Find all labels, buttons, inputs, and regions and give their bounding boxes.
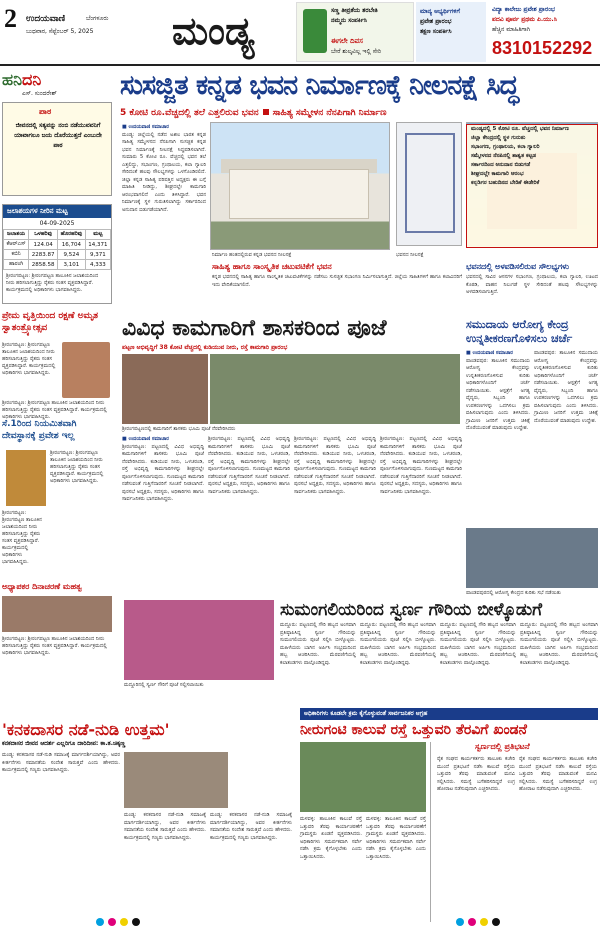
key-point: ಜಿಲ್ಲಾ ಕೇಂದ್ರದಲ್ಲಿ ಸ್ಥಳ ಗುರುತು [471, 135, 526, 141]
table-cell: 3,101 [58, 260, 86, 270]
canal-sidebar [430, 742, 598, 922]
lead-story-body [122, 124, 206, 310]
works-story-col-4: ಶ್ರೀರಂಗಪಟ್ಟಣ: ಪಟ್ಟಣದಲ್ಲಿ ವಿವಿಧ ಅಭಿವೃದ್ಧಿ ಕಾಮಗಾರಿಗಳಿಗೆ ಶಾಸಕರು ಭೂಮಿ ಪೂಜೆ ನೆರವೇರಿಸಿದರು. ಕುಡಿಯುವ ನೀರು, ಒಳಚರಂಡಿ, ರಸ್ತೆ ಅಭಿವೃದ್ಧಿ ಕಾಮಗಾರಿಗಳನ್ನು ಶೀಘ್ರದಲ್ಲೇ ಪೂರ್ಣಗೊಳಿಸಲಾಗುವುದು. ಗುಣಮಟ್ಟದ ಕಾಮಗಾರಿ ನಡೆಸುವಂತೆ ಗುತ್ತಿಗೆದಾರರಿಗೆ ಸೂಚನೆ ನೀಡಲಾಗಿದೆ. ಪುರಸಭೆ ಅಧ್ಯಕ್ಷರು, ಸದಸ್ಯರು, ಅಧಿಕಾರಿಗಳು ಹಾಗೂ ಸಾರ್ವಜನಿಕರು ಭಾಗವಹಿಸಿದ್ದರು. [380, 436, 462, 495]
canal-headline[interactable]: ನೀರುಗಂಟಿ ಕಾಲುವೆ ರಸ್ತೆ ಒತ್ತುವರಿ ತೆರವಿಗೆ ಖಂಡನೆ [300, 722, 527, 738]
advertisement-admission[interactable] [416, 2, 486, 62]
works-story-col-2: ಶ್ರೀರಂಗಪಟ್ಟಣ: ಪಟ್ಟಣದಲ್ಲಿ ವಿವಿಧ ಅಭಿವೃದ್ಧಿ ಕಾಮಗಾರಿಗಳಿಗೆ ಶಾಸಕರು ಭೂಮಿ ಪೂಜೆ ನೆರವೇರಿಸಿದರು. ಕುಡಿಯುವ ನೀರು, ಒಳಚರಂಡಿ, ರಸ್ತೆ ಅಭಿವೃದ್ಧಿ ಕಾಮಗಾರಿಗಳನ್ನು ಶೀಘ್ರದಲ್ಲೇ ಪೂರ್ಣಗೊಳಿಸಲಾಗುವುದು. ಗುಣಮಟ್ಟದ ಕಾಮಗಾರಿ ನಡೆಸುವಂತೆ ಗುತ್ತಿಗೆದಾರರಿಗೆ ಸೂಚನೆ ನೀಡಲಾಗಿದೆ. ಪುರಸಭೆ ಅಧ್ಯಕ್ಷರು, ಸದಸ್ಯರು, ಅಧಿಕಾರಿಗಳು ಹಾಗೂ ಸಾರ್ವಜನಿಕರು ಭಾಗವಹಿಸಿದ್ದರು. [208, 436, 290, 495]
magenta-mark-icon [468, 918, 476, 926]
key-points-box [466, 124, 598, 248]
cyan-mark-icon [456, 918, 464, 926]
lead-deck-a: 5 ಕೋಟಿ ರೂ.ವೆಚ್ಚದಲ್ಲಿ ತಲೆ ಎತ್ತಲಿರುವ ಭವನ [120, 108, 259, 118]
floor-plan-photo [396, 122, 462, 246]
lead-deck [120, 108, 598, 118]
dam-levels-box [2, 204, 112, 304]
table-header: ಹೊರಹರಿವು [58, 230, 86, 240]
dam-levels-table [3, 229, 111, 270]
print-registration-marks [0, 916, 600, 928]
sidebar-col-1: ರೈತ ಸಂಘದ ಕಾರ್ಯಕರ್ತರು ತಾಲೂಕು ಕಚೇರಿ ಮುಂದೆ ಪ್ರತಿಭಟನೆ ನಡೆಸಿ ಕಾಲುವೆ ರಸ್ತೆಯ ಒತ್ತುವರಿ ತೆರವು ಮಾಡುವಂತೆ ಮನವಿ ಸಲ್ಲಿಸಿದರು. ಸಮಸ್ಯೆ ಬಗೆಹರಿಸದಿದ್ದರೆ ಉಗ್ರ ಹೋರಾಟ ನಡೆಸುವುದಾಗಿ ಎಚ್ಚರಿಸಿದರು. [437, 756, 515, 792]
crowd-photo [210, 354, 460, 424]
left-headline-1[interactable]: ಪ್ರೇಮ ವೃತ್ತಿಯಿಂದ ರಕ್ಷಣೆ ಅಮೃತ ಸ್ವಾತಂತ್ರ್ಯೋತ್ಸವ [2, 311, 98, 333]
brand-part-a: ಹನಿ [2, 70, 22, 89]
left-headline-2[interactable]: ಸೆ.1ರಿಂದ ನಿಯಮಿತವಾಗಿ ದೇವಸ್ಥಾನಕ್ಕೆ ಪ್ರವೇಶ ಇಲ್ಲ [2, 419, 77, 441]
left-story-2b: ಶ್ರೀರಂಗಪಟ್ಟಣ: ಶ್ರೀರಂಗಪಟ್ಟಣ ತಾಲೂಕಿನ ಜಲಾಶಯದಿಂದ ನೀರು ಹರಿಸಲಾಗುತ್ತಿದ್ದು ರೈತರು ಸಂತಸ ವ್ಯಕ್ತಪಡಿಸಿದ್ದಾರೆ. ಕಾರ್ಯಕ್ರಮದಲ್ಲಿ ಅಧಿಕಾರಿಗಳು ಭಾಗವಹಿಸಿದ್ದರು. [2, 510, 42, 565]
square-bullet-icon [263, 109, 269, 115]
ad-line: ಹೆಚ್ಚಿನ ಮಾಹಿತಿಗಾಗಿ [492, 26, 531, 33]
health-caption: ಪಾಂಡವಪುರದಲ್ಲಿ ಆರೋಗ್ಯ ಕೇಂದ್ರದ ಕುರಿತು ಸಭೆ ನಡೆಯಿತು [466, 590, 561, 596]
kanaka-story-col-2: ಮಂಡ್ಯ: ಕನಕದಾಸರ ನಡೆ-ನುಡಿ ಸಮಾಜಕ್ಕೆ ಮಾರ್ಗದರ್ಶಿಯಾಗಿದ್ದು, ಅವರ ಕೀರ್ತನೆಗಳು ಸಮಾನತೆಯ ಸಂದೇಶ ಸಾರುತ್ತವೆ ಎಂದು ಹೇಳಿದರು. ಕಾರ್ಯಕ್ರಮದಲ್ಲಿ ಗಣ್ಯರು ಭಾಗವಹಿಸಿದ್ದರು. [124, 812, 206, 841]
kanaka-event-photo [124, 752, 228, 808]
lead-story-text: ಮಂಡ್ಯ: ಜಿಲ್ಲೆಯಲ್ಲಿ ನಡೆದ ಅಖಿಲ ಭಾರತ ಕನ್ನಡ ಸಾಹಿತ್ಯ ಸಮ್ಮೇಳನದ ನೆನಪಿಗಾಗಿ ಸುಸಜ್ಜಿತ ಕನ್ನಡ ಭವನ ನಿರ್ಮಾಣಕ್ಕೆ ನೀಲನಕ್ಷೆ ಸಿದ್ಧಪಡಿಸಲಾಗಿದೆ. ಸುಮಾರು 5 ಕೋಟಿ ರೂ. ವೆಚ್ಚದಲ್ಲಿ ಭವನ ತಲೆ ಎತ್ತಲಿದ್ದು, ಸಭಾಂಗಣ, ಗ್ರಂಥಾಲಯ, ಕಲಾ ಗ್ಯಾಲರಿ ಸೇರಿದಂತೆ ಹಲವು ಸೌಲಭ್ಯಗಳನ್ನು ಒಳಗೊಂಡಿರಲಿದೆ. ಜಿಲ್ಲಾ ಕನ್ನಡ ಸಾಹಿತ್ಯ ಪರಿಷತ್ತಿನ ಅಧ್ಯಕ್ಷರು ಈ ಬಗ್ಗೆ ಮಾಹಿತಿ ನೀಡಿದ್ದು, ಶೀಘ್ರದಲ್ಲೇ ಕಾಮಗಾರಿ ಆರಂಭವಾಗಲಿದೆ ಎಂದು ತಿಳಿಸಿದ್ದಾರೆ. ಭವನ ನಿರ್ಮಾಣಕ್ಕೆ ಸ್ಥಳ ಗುರುತಿಸಲಾಗಿದ್ದು ಸರ್ಕಾರದಿಂದ ಅನುದಾನ ಬಿಡುಗಡೆಯಾಗಿದೆ. [122, 131, 206, 213]
table-header: ಮಟ್ಟ [85, 230, 110, 240]
temple-photo [6, 450, 46, 506]
table-cell: 2283.87 [29, 250, 58, 260]
plan-caption: ಭವನದ ನೀಲನಕ್ಷೆ [396, 252, 424, 258]
gowri-headline[interactable]: ಸುಮಂಗಲಿಯರಿಂದ ಸ್ವರ್ಣ ಗೌರಿಯ ಬೀಳ್ಕೊಡುಗೆ [280, 600, 543, 620]
sidebar-title: ಸ್ವರ್ಣದಲ್ಲಿ ಪ್ರತಿಭಟನೆ [475, 742, 530, 751]
ad-line: ಸಣ್ಣ ತೀವ್ರತೆಯ ತರಬೇತಿ [331, 7, 378, 14]
table-row [4, 260, 111, 270]
black-mark-icon [492, 918, 500, 926]
key-point: ಸಮ್ಮೇಳನದ ನೆನಪಿನಲ್ಲಿ ಶಾಶ್ವತ ಕಟ್ಟಡ [471, 153, 536, 159]
building-shape [229, 169, 369, 219]
ad-line: ವಿದ್ಯಾ ಕಾಲೇಜು ಪ್ರವೇಶ ಪ್ರಾರಂಭ [492, 6, 555, 13]
works-story-col-3: ಶ್ರೀರಂಗಪಟ್ಟಣ: ಪಟ್ಟಣದಲ್ಲಿ ವಿವಿಧ ಅಭಿವೃದ್ಧಿ ಕಾಮಗಾರಿಗಳಿಗೆ ಶಾಸಕರು ಭೂಮಿ ಪೂಜೆ ನೆರವೇರಿಸಿದರು. ಕುಡಿಯುವ ನೀರು, ಒಳಚರಂಡಿ, ರಸ್ತೆ ಅಭಿವೃದ್ಧಿ ಕಾಮಗಾರಿಗಳನ್ನು ಶೀಘ್ರದಲ್ಲೇ ಪೂರ್ಣಗೊಳಿಸಲಾಗುವುದು. ಗುಣಮಟ್ಟದ ಕಾಮಗಾರಿ ನಡೆಸುವಂತೆ ಗುತ್ತಿಗೆದಾರರಿಗೆ ಸೂಚನೆ ನೀಡಲಾಗಿದೆ. ಪುರಸಭೆ ಅಧ್ಯಕ್ಷರು, ಸದಸ್ಯರು, ಅಧಿಕಾರಿಗಳು ಹಾಗೂ ಸಾರ್ವಜನಿಕರು ಭಾಗವಹಿಸಿದ್ದರು. [294, 436, 376, 495]
table-header: ಜಲಾಶಯ [4, 230, 29, 240]
portrait-photo [62, 342, 110, 398]
ad-phone-number: 8310152292 [492, 38, 593, 58]
ad-line: ತಕ್ಷಣ ಸಂಪರ್ಕಿಸಿ [420, 28, 452, 35]
kanaka-story-col-1: ಮಂಡ್ಯ: ಕನಕದಾಸರ ನಡೆ-ನುಡಿ ಸಮಾಜಕ್ಕೆ ಮಾರ್ಗದರ್ಶಿಯಾಗಿದ್ದು, ಅವರ ಕೀರ್ತನೆಗಳು ಸಮಾನತೆಯ ಸಂದೇಶ ಸಾರುತ್ತವೆ ಎಂದು ಹೇಳಿದರು. ಕಾರ್ಯಕ್ರಮದಲ್ಲಿ ಗಣ್ಯರು ಭಾಗವಹಿಸಿದ್ದರು. [2, 752, 120, 773]
sidebar-col-2: ರೈತ ಸಂಘದ ಕಾರ್ಯಕರ್ತರು ತಾಲೂಕು ಕಚೇರಿ ಮುಂದೆ ಪ್ರತಿಭಟನೆ ನಡೆಸಿ ಕಾಲುವೆ ರಸ್ತೆಯ ಒತ್ತುವರಿ ತೆರವು ಮಾಡುವಂತೆ ಮನವಿ ಸಲ್ಲಿಸಿದರು. ಸಮಸ್ಯೆ ಬಗೆಹರಿಸದಿದ್ದರೆ ಉಗ್ರ ಹೋರಾಟ ನಡೆಸುವುದಾಗಿ ಎಚ್ಚರಿಸಿದರು. [519, 756, 597, 792]
table-cell: 16,704 [58, 240, 86, 250]
paper-city: ಬೆಂಗಳೂರು [86, 15, 109, 22]
bureau-credit: ■ ಉದಯವಾಣಿ ಸಮಾಚಾರ [122, 436, 169, 442]
lead-subhead-2: ಭವನದಲ್ಲಿ ಅಳವಡಿಸಲಿರುವ ಸೌಲಭ್ಯಗಳು [466, 262, 570, 271]
quote-title: ಪಾಠ [39, 107, 52, 116]
health-story-text: ಪಾಂಡವಪುರ: ತಾಲೂಕಿನ ಸಮುದಾಯ ಆರೋಗ್ಯ ಕೇಂದ್ರವನ್ನು ಉನ್ನತೀಕರಣಗೊಳಿಸುವ ಕುರಿತು ಅಧಿಕಾರಿಗಳೊಂದಿಗೆ ಚರ್ಚೆ ನಡೆಸಲಾಯಿತು. ಆಸ್ಪತ್ರೆಗೆ ಅಗತ್ಯ ವೈದ್ಯರು, ಸಿಬ್ಬಂದಿ ಹಾಗೂ ಉಪಕರಣಗಳನ್ನು ಒದಗಿಸಲು ಕ್ರಮ ವಹಿಸಲಾಗುವುದು ಎಂದು ತಿಳಿಸಿದರು. ಗ್ರಾಮೀಣ ಜನರಿಗೆ ಉತ್ತಮ ಚಿಕಿತ್ಸೆ ದೊರೆಯುವಂತೆ ಮಾಡುವುದು ಉದ್ದೇಶ. [466, 357, 530, 431]
ad-line: ಮಾನ್ಯ ಅಭ್ಯರ್ಥಿಗಳಿಗೆ [420, 8, 460, 15]
works-story-col-1 [122, 436, 204, 592]
brand-part-b: ದನಿ [21, 70, 42, 89]
table-cell: 14,371 [85, 240, 110, 250]
canal-kicker-bar: ಅಧಿಕಾರಿಗಳು ಕೂಡಲೇ ಕ್ರಮ ಕೈಗೊಳ್ಳುವಂತೆ ಸಾರ್ವಜನಿಕರ ಆಗ್ರಹ [300, 708, 598, 720]
bureau-credit: ■ ಉದಯವಾಣಿ ಸಮಾಚಾರ [122, 124, 169, 130]
table-cell: 4,333 [85, 260, 110, 270]
kanaka-headline[interactable]: 'ಕನಕದಾಸರ ನಡೆ-ನುಡಿ ಉತ್ತಮ' [2, 720, 170, 739]
canal-story-col-2: ಮಳವಳ್ಳಿ: ತಾಲೂಕಿನ ಕಾಲುವೆ ರಸ್ತೆ ಒತ್ತುವರಿ ತೆರವು ಕಾರ್ಯಾಚರಣೆಗೆ ಗ್ರಾಮಸ್ಥರು ಖಂಡನೆ ವ್ಯಕ್ತಪಡಿಸಿದರು. ಅಧಿಕಾರಿಗಳು ಸಮರ್ಪಕವಾಗಿ ಸರ್ವೇ ನಡೆಸಿ ಕ್ರಮ ಕೈಗೊಳ್ಳಬೇಕು ಎಂದು ಒತ್ತಾಯಿಸಿದರು. [366, 816, 426, 860]
left-story-3: ಶ್ರೀರಂಗಪಟ್ಟಣ: ಶ್ರೀರಂಗಪಟ್ಟಣ ತಾಲೂಕಿನ ಜಲಾಶಯದಿಂದ ನೀರು ಹರಿಸಲಾಗುತ್ತಿದ್ದು ರೈತರು ಸಂತಸ ವ್ಯಕ್ತಪಡಿಸಿದ್ದಾರೆ. ಕಾರ್ಯಕ್ರಮದಲ್ಲಿ ಅಧಿಕಾರಿಗಳು ಭಾಗವಹಿಸಿದ್ದರು. [2, 636, 107, 656]
cyan-mark-icon [96, 918, 104, 926]
phone-icon [303, 9, 327, 53]
canal-photo [300, 742, 426, 812]
kanaka-story-col-3: ಮಂಡ್ಯ: ಕನಕದಾಸರ ನಡೆ-ನುಡಿ ಸಮಾಜಕ್ಕೆ ಮಾರ್ಗದರ್ಶಿಯಾಗಿದ್ದು, ಅವರ ಕೀರ್ತನೆಗಳು ಸಮಾನತೆಯ ಸಂದೇಶ ಸಾರುತ್ತವೆ ಎಂದು ಹೇಳಿದರು. ಕಾರ್ಯಕ್ರಮದಲ್ಲಿ ಗಣ್ಯರು ಭಾಗವಹಿಸಿದ್ದರು. [210, 812, 292, 841]
column-author: ಎಸ್. ಸುಂದರೇಶ್ [22, 90, 57, 97]
canal-story-col-1: ಮಳವಳ್ಳಿ: ತಾಲೂಕಿನ ಕಾಲುವೆ ರಸ್ತೆ ಒತ್ತುವರಿ ತೆರವು ಕಾರ್ಯಾಚರಣೆಗೆ ಗ್ರಾಮಸ್ಥರು ಖಂಡನೆ ವ್ಯಕ್ತಪಡಿಸಿದರು. ಅಧಿಕಾರಿಗಳು ಸಮರ್ಪಕವಾಗಿ ಸರ್ವೇ ನಡೆಸಿ ಕ್ರಮ ಕೈಗೊಳ್ಳಬೇಕು ಎಂದು ಒತ್ತಾಯಿಸಿದರು. [300, 816, 362, 860]
column-brand [2, 70, 41, 90]
table-cell: ಹಾರಂಗಿ [4, 260, 29, 270]
table-row [4, 250, 111, 260]
magenta-mark-icon [108, 918, 116, 926]
left-story-1b: ಶ್ರೀರಂಗಪಟ್ಟಣ: ಶ್ರೀರಂಗಪಟ್ಟಣ ತಾಲೂಕಿನ ಜಲಾಶಯದಿಂದ ನೀರು ಹರಿಸಲಾಗುತ್ತಿದ್ದು ರೈತರು ಸಂತಸ ವ್ಯಕ್ತಪಡಿಸಿದ್ದಾರೆ. ಕಾರ್ಯಕ್ರಮದಲ್ಲಿ ಅಧಿಕಾರಿಗಳು ಭಾಗವಹಿಸಿದ್ದರು. [2, 400, 107, 420]
lead-subhead-1: ಸಾಹಿತ್ಯ ಹಾಗೂ ಸಾಂಸ್ಕೃತಿಕ ಚಟುವಟಿಕೆಗೆ ಭವನ [212, 262, 332, 271]
works-headline[interactable]: ವಿವಿಧ ಕಾಮಗಾರಿಗೆ ಶಾಸಕರಿಂದ ಪೂಜೆ [122, 316, 387, 341]
advertisement-college[interactable] [490, 2, 598, 62]
table-cell: 9,371 [85, 250, 110, 260]
lead-deck-b: ಸಾಹಿತ್ಯ ಸಮ್ಮೇಳನ ನೆನಪಿಗಾಗಿ ನಿರ್ಮಾಣ [272, 108, 387, 118]
works-story-text: ಶ್ರೀರಂಗಪಟ್ಟಣ: ಪಟ್ಟಣದಲ್ಲಿ ವಿವಿಧ ಅಭಿವೃದ್ಧಿ ಕಾಮಗಾರಿಗಳಿಗೆ ಶಾಸಕರು ಭೂಮಿ ಪೂಜೆ ನೆರವೇರಿಸಿದರು. ಕುಡಿಯುವ ನೀರು, ಒಳಚರಂಡಿ, ರಸ್ತೆ ಅಭಿವೃದ್ಧಿ ಕಾಮಗಾರಿಗಳನ್ನು ಶೀಘ್ರದಲ್ಲೇ ಪೂರ್ಣಗೊಳಿಸಲಾಗುವುದು. ಗುಣಮಟ್ಟದ ಕಾಮಗಾರಿ ನಡೆಸುವಂತೆ ಗುತ್ತಿಗೆದಾರರಿಗೆ ಸೂಚನೆ ನೀಡಲಾಗಿದೆ. ಪುರಸಭೆ ಅಧ್ಯಕ್ಷರು, ಸದಸ್ಯರು, ಅಧಿಕಾರಿಗಳು ಹಾಗೂ ಸಾರ್ವಜನಿಕರು ಭಾಗವಹಿಸಿದ್ದರು. [122, 443, 204, 502]
date-line: ಬುಧವಾರ, ಸೆಪ್ಟೆಂಬರ್ 5, 2025 [26, 28, 94, 35]
table-cell: 9,524 [58, 250, 86, 260]
gowri-caption: ಮದ್ದೂರಿನಲ್ಲಿ ಸ್ವರ್ಣ ಗೌರಿಗೆ ಪೂಜೆ ಸಲ್ಲಿಸಲಾಯಿತು [124, 682, 204, 688]
table-cell: 124.04 [29, 240, 58, 250]
edition-title: ಮಂಡ್ಯ [172, 8, 255, 53]
key-point: ಶೀಘ್ರದಲ್ಲೇ ಕಾಮಗಾರಿ ಆರಂಭ [471, 171, 524, 177]
health-headline[interactable]: ಸಮುದಾಯ ಆರೋಗ್ಯ ಕೇಂದ್ರ ಉನ್ನತೀಕರಣಗೊಳಿಸಲು ಚರ್ಚೆ [466, 318, 573, 345]
key-point: ಮಂಡ್ಯದಲ್ಲಿ 5 ಕೋಟಿ ರೂ. ವೆಚ್ಚದಲ್ಲಿ ಭವನ ನಿರ್ಮಾಣ [471, 126, 569, 132]
ad-line: ಪದವಿ ಪೂರ್ವ ಪ್ರಥಮ ಪಿ.ಯು.ಸಿ [492, 16, 557, 23]
kannada-bhavana-photo [210, 122, 390, 250]
meeting-photo [466, 528, 598, 588]
left-story-1: ಶ್ರೀರಂಗಪಟ್ಟಣ: ಶ್ರೀರಂಗಪಟ್ಟಣ ತಾಲೂಕಿನ ಜಲಾಶಯದಿಂದ ನೀರು ಹರಿಸಲಾಗುತ್ತಿದ್ದು ರೈತರು ಸಂತಸ ವ್ಯಕ್ತಪಡಿಸಿದ್ದಾರೆ. ಕಾರ್ಯಕ್ರಮದಲ್ಲಿ ಅಧಿಕಾರಿಗಳು ಭಾಗವಹಿಸಿದ್ದರು. [2, 342, 56, 376]
lead-sub-body-1: ಕನ್ನಡ ಭವನದಲ್ಲಿ ಸಾಹಿತ್ಯ ಹಾಗೂ ಸಾಂಸ್ಕೃತಿಕ ಚಟುವಟಿಕೆಗಳನ್ನು ನಡೆಸಲು ಸುಸಜ್ಜಿತ ಸಭಾಂಗಣ ನಿರ್ಮಿಸಲಾಗುತ್ತಿದೆ. ಜಿಲ್ಲೆಯ ಸಾಹಿತಿಗಳಿಗೆ ಹಾಗೂ ಕಲಾವಿದರಿಗೆ ಇದು ವೇದಿಕೆಯಾಗಲಿದೆ. [212, 274, 462, 288]
quote-box [2, 102, 112, 196]
key-point: ಸಭಾಂಗಣ, ಗ್ರಂಥಾಲಯ, ಕಲಾ ಗ್ಯಾಲರಿ [471, 144, 540, 150]
ad-line: ಈಗಲೇ ದಿವಸ [331, 37, 363, 45]
works-caption: ಶ್ರೀರಂಗಪಟ್ಟಣದಲ್ಲಿ ಕಾಮಗಾರಿಗೆ ಶಾಸಕರು ಭೂಮಿ ಪೂಜೆ ನೆರವೇರಿಸಿದರು [122, 426, 236, 432]
gowri-story-col-4: ಮದ್ದೂರು: ಪಟ್ಟಣದಲ್ಲಿ ಗೌರಿ ಹಬ್ಬದ ಅಂಗವಾಗಿ ಪ್ರತಿಷ್ಠಾಪಿಸಿದ್ದ ಸ್ವರ್ಣ ಗೌರಿಯನ್ನು ಸುಮಂಗಲಿಯರು ಪೂಜೆ ಸಲ್ಲಿಸಿ ಬೀಳ್ಕೊಟ್ಟರು. ಮಹಿಳೆಯರು ಬಾಗಿನ ಅರ್ಪಿಸಿ ಸಂಭ್ರಮದಿಂದ ಹಬ್ಬ ಆಚರಿಸಿದರು. ಮೆರವಣಿಗೆಯಲ್ಲಿ ಕಲಾತಂಡಗಳು ಪಾಲ್ಗೊಂಡಿದ್ದವು. [520, 622, 598, 666]
left-story-2: ಶ್ರೀರಂಗಪಟ್ಟಣ: ಶ್ರೀರಂಗಪಟ್ಟಣ ತಾಲೂಕಿನ ಜಲಾಶಯದಿಂದ ನೀರು ಹರಿಸಲಾಗುತ್ತಿದ್ದು ರೈತರು ಸಂತಸ ವ್ಯಕ್ತಪಡಿಸಿದ್ದಾರೆ. ಕಾರ್ಯಕ್ರಮದಲ್ಲಿ ಅಧಿಕಾರಿಗಳು ಭಾಗವಹಿಸಿದ್ದರು. [50, 450, 104, 484]
black-mark-icon [132, 918, 140, 926]
table-cell: ಕಬಿನಿ [4, 250, 29, 260]
paper-name: ಉದಯವಾಣಿ [26, 14, 66, 24]
ad-line: ಪ್ರವೇಶ ಪ್ರಾರಂಭ [420, 18, 452, 25]
advertisement-training[interactable] [296, 2, 414, 62]
yellow-mark-icon [480, 918, 488, 926]
photo-caption: ನಿರ್ಮಾಣ ಹಂತದಲ್ಲಿರುವ ಕನ್ನಡ ಭವನದ ನೀಲನಕ್ಷೆ [212, 252, 292, 258]
yellow-mark-icon [120, 918, 128, 926]
quote-body: ಜೀವನದಲ್ಲಿ ಸತ್ಯವನ್ನು ನಂಬಿ ನಡೆಯುವವನಿಗೆ ಯಾವಾಗಲೂ ಜಯ ದೊರೆಯುತ್ತದೆ ಎಂಬುದೇ ಪಾಠ [14, 122, 102, 149]
gowri-story-col-1: ಮದ್ದೂರು: ಪಟ್ಟಣದಲ್ಲಿ ಗೌರಿ ಹಬ್ಬದ ಅಂಗವಾಗಿ ಪ್ರತಿಷ್ಠಾಪಿಸಿದ್ದ ಸ್ವರ್ಣ ಗೌರಿಯನ್ನು ಸುಮಂಗಲಿಯರು ಪೂಜೆ ಸಲ್ಲಿಸಿ ಬೀಳ್ಕೊಟ್ಟರು. ಮಹಿಳೆಯರು ಬಾಗಿನ ಅರ್ಪಿಸಿ ಸಂಭ್ರಮದಿಂದ ಹಬ್ಬ ಆಚರಿಸಿದರು. ಮೆರವಣಿಗೆಯಲ್ಲಿ ಕಲಾತಂಡಗಳು ಪಾಲ್ಗೊಂಡಿದ್ದವು. [280, 622, 356, 666]
pooja-photo [122, 354, 208, 424]
table-cell: ಕೆಆರ್‌ಎಸ್ [4, 240, 29, 250]
health-story-col-1 [466, 350, 530, 526]
teachers-day-photo [2, 596, 112, 632]
plan-outline [405, 133, 455, 233]
masthead [0, 0, 600, 66]
left-headline-3[interactable]: ಅಧ್ಯಾಪಕರ ದಿನಾಚರಣೆ ಮಹತ್ವ [2, 582, 82, 591]
key-point: ಸರ್ಕಾರದಿಂದ ಅನುದಾನ ಬಿಡುಗಡೆ [471, 162, 531, 168]
lead-headline[interactable]: ಸುಸಜ್ಜಿತ ಕನ್ನಡ ಭವನ ನಿರ್ಮಾಣಕ್ಕೆ ನೀಲನಕ್ಷೆ ಸಿದ್ಧ [120, 70, 519, 101]
table-cell: 2858.58 [29, 260, 58, 270]
health-story-col-2: ಪಾಂಡವಪುರ: ತಾಲೂಕಿನ ಸಮುದಾಯ ಆರೋಗ್ಯ ಕೇಂದ್ರವನ್ನು ಉನ್ನತೀಕರಣಗೊಳಿಸುವ ಕುರಿತು ಅಧಿಕಾರಿಗಳೊಂದಿಗೆ ಚರ್ಚೆ ನಡೆಸಲಾಯಿತು. ಆಸ್ಪತ್ರೆಗೆ ಅಗತ್ಯ ವೈದ್ಯರು, ಸಿಬ್ಬಂದಿ ಹಾಗೂ ಉಪಕರಣಗಳನ್ನು ಒದಗಿಸಲು ಕ್ರಮ ವಹಿಸಲಾಗುವುದು ಎಂದು ತಿಳಿಸಿದರು. ಗ್ರಾಮೀಣ ಜನರಿಗೆ ಉತ್ತಮ ಚಿಕಿತ್ಸೆ ದೊರೆಯುವಂತೆ ಮಾಡುವುದು ಉದ್ದೇಶ. [534, 350, 598, 424]
page-number: 2 [4, 4, 17, 33]
gowri-story-col-2: ಮದ್ದೂರು: ಪಟ್ಟಣದಲ್ಲಿ ಗೌರಿ ಹಬ್ಬದ ಅಂಗವಾಗಿ ಪ್ರತಿಷ್ಠಾಪಿಸಿದ್ದ ಸ್ವರ್ಣ ಗೌರಿಯನ್ನು ಸುಮಂಗಲಿಯರು ಪೂಜೆ ಸಲ್ಲಿಸಿ ಬೀಳ್ಕೊಟ್ಟರು. ಮಹಿಳೆಯರು ಬಾಗಿನ ಅರ್ಪಿಸಿ ಸಂಭ್ರಮದಿಂದ ಹಬ್ಬ ಆಚರಿಸಿದರು. ಮೆರವಣಿಗೆಯಲ್ಲಿ ಕಲಾತಂಡಗಳು ಪಾಲ್ಗೊಂಡಿದ್ದವು. [360, 622, 436, 666]
lead-sub-body-2: ಭವನದಲ್ಲಿ ಸಾವಿರ ಆಸನಗಳ ಸಭಾಂಗಣ, ಗ್ರಂಥಾಲಯ, ಕಲಾ ಗ್ಯಾಲರಿ, ಊಟದ ಕೊಠಡಿ, ವಾಹನ ನಿಲುಗಡೆ ಸ್ಥಳ ಸೇರಿದಂತೆ ಹಲವು ಸೌಲಭ್ಯಗಳನ್ನು ಅಳವಡಿಸಲಾಗುತ್ತಿದೆ. [466, 274, 598, 295]
ad-line: ನಮ್ಮನು ಸಂಪರ್ಕಿಸಿ [331, 17, 367, 24]
ad-line: ಬೇರೆ ಶುಲ್ಕವಿಲ್ಲ ಇಲ್ಲಿ ಸೇರಿ [331, 48, 382, 55]
dam-note: ಶ್ರೀರಂಗಪಟ್ಟಣ: ಶ್ರೀರಂಗಪಟ್ಟಣ ತಾಲೂಕಿನ ಜಲಾಶಯದಿಂದ ನೀರು ಹರಿಸಲಾಗುತ್ತಿದ್ದು ರೈತರು ಸಂತಸ ವ್ಯಕ್ತಪಡಿಸಿದ್ದಾರೆ. ಕಾರ್ಯಕ್ರಮದಲ್ಲಿ ಅಧಿಕಾರಿಗಳು ಭಾಗವಹಿಸಿದ್ದರು. [6, 273, 99, 293]
bureau-credit: ■ ಉದಯವಾಣಿ ಸಮಾಚಾರ [466, 350, 513, 356]
kanaka-deck: ಕನಕದಾಸರ ಜೀವನ ಆದರ್ಶ ಎಲ್ಲರಿಗೂ ದಾರಿದೀಪ: ಕಾ.ತ.ಚಿಕ್ಕಣ್ಣ [2, 740, 126, 747]
dam-levels-date: 04-09-2025 [39, 220, 75, 227]
gowri-festival-photo [124, 600, 274, 680]
table-row [4, 240, 111, 250]
gowri-story-col-3: ಮದ್ದೂರು: ಪಟ್ಟಣದಲ್ಲಿ ಗೌರಿ ಹಬ್ಬದ ಅಂಗವಾಗಿ ಪ್ರತಿಷ್ಠಾಪಿಸಿದ್ದ ಸ್ವರ್ಣ ಗೌರಿಯನ್ನು ಸುಮಂಗಲಿಯರು ಪೂಜೆ ಸಲ್ಲಿಸಿ ಬೀಳ್ಕೊಟ್ಟರು. ಮಹಿಳೆಯರು ಬಾಗಿನ ಅರ್ಪಿಸಿ ಸಂಭ್ರಮದಿಂದ ಹಬ್ಬ ಆಚರಿಸಿದರು. ಮೆರವಣಿಗೆಯಲ್ಲಿ ಕಲಾತಂಡಗಳು ಪಾಲ್ಗೊಂಡಿದ್ದವು. [440, 622, 516, 666]
table-header: ಒಳಹರಿವು [29, 230, 58, 240]
left-column [2, 70, 112, 690]
works-deck: ಪಟ್ಟಣ ಅಭಿವೃದ್ಧಿಗೆ 38 ಕೋಟಿ ವೆಚ್ಚದಲ್ಲಿ ಕುಡಿಯುವ ನೀರು, ರಸ್ತೆ ಕಾಮಗಾರಿ ಪ್ರಾರಂಭ [122, 344, 288, 351]
dam-levels-title: ಜಲಾಶಯಗಳ ನೀರಿನ ಮಟ್ಟ [3, 205, 111, 218]
key-point: ಕನ್ನಡಿಗರ ಬಹುದಿನದ ಬೇಡಿಕೆ ಈಡೇರಿಕೆ [471, 180, 540, 186]
